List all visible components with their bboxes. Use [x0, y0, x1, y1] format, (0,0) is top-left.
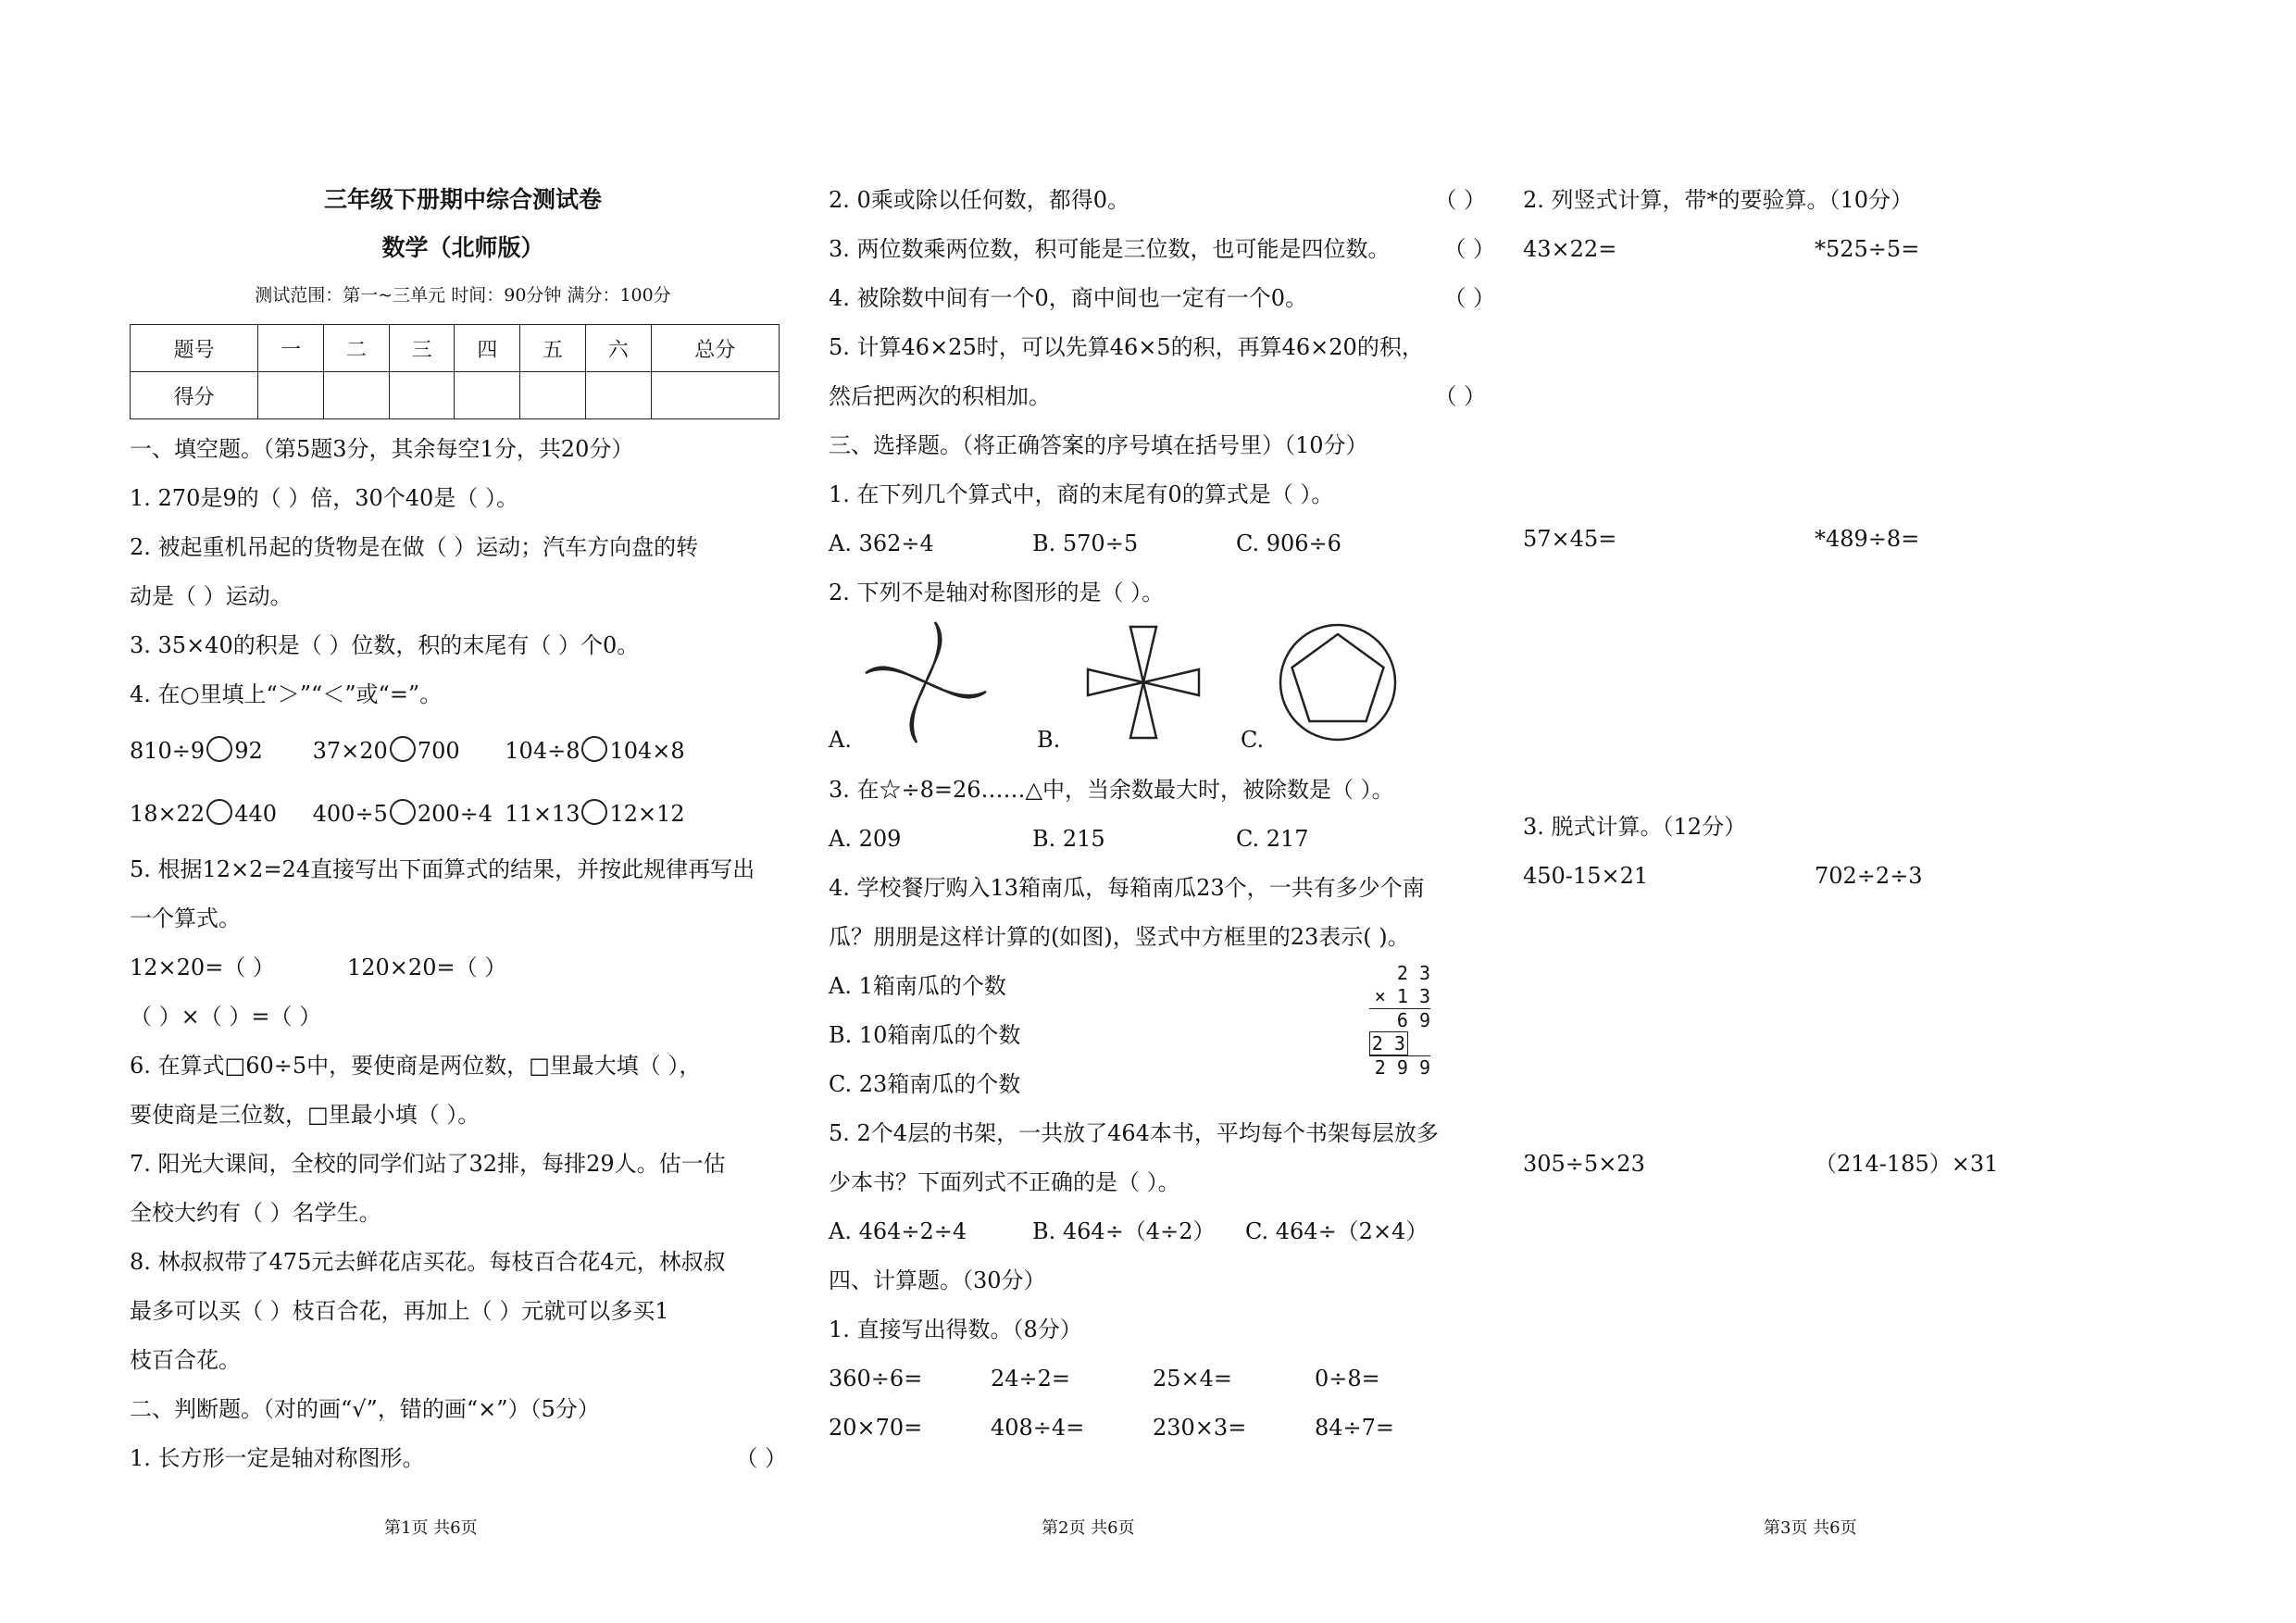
compare-circle-icon[interactable]	[581, 799, 607, 825]
options-block	[829, 962, 1495, 1109]
judge-text: 然后把两次的积相加。	[829, 383, 1051, 409]
formula-blank: 120×20=（ ）	[347, 955, 507, 980]
compare-left: 810÷9	[130, 738, 206, 764]
calc-row	[1523, 1140, 2282, 1189]
judge-text: 4. 被除数中间有一个0，商中间也一定有一个0。	[829, 285, 1308, 311]
compare-circle-icon[interactable]	[390, 736, 416, 762]
score-table-header-row	[131, 325, 780, 372]
compare-item	[130, 719, 306, 782]
judge-text: 3. 两位数乘两位数，积可能是三位数，也可能是四位数。	[829, 236, 1391, 262]
score-blank-cell[interactable]	[585, 372, 651, 419]
answer-paren[interactable]: （ ）	[1443, 236, 1495, 262]
calc-item: 57×45=	[1523, 526, 1617, 552]
score-cell: 三	[389, 325, 455, 372]
calc-row	[829, 1404, 1495, 1453]
calc-item: 24÷2=	[991, 1366, 1071, 1392]
question-text: 2. 列竖式计算，带*的要验算。（10分）	[1523, 187, 1914, 213]
exam-meta: 测试范围：第一~三单元 时间：90分钟 满分：100分	[255, 285, 671, 306]
compare-item	[313, 782, 498, 845]
question-text: 7. 阳光大课间，全校的同学们站了32排，每排29人。估一估	[130, 1151, 726, 1177]
score-cell: 五	[520, 325, 586, 372]
question-text	[130, 1434, 796, 1483]
option-a[interactable]: A. 362÷4	[829, 531, 934, 556]
question-text: 要使商是三位数，□里最小填（ ）。	[130, 1102, 480, 1128]
calc-item: 43×22=	[1523, 236, 1617, 262]
question-text: 1. 直接写出得数。（8分）	[829, 1317, 1082, 1342]
section-heading: 一、填空题。（第5题3分，其余每空1分，共20分）	[130, 436, 634, 462]
score-blank-cell[interactable]	[258, 372, 324, 419]
calc-item: *489÷8=	[1815, 526, 1920, 552]
compare-right: 104×8	[609, 738, 685, 764]
section-heading: 三、选择题。（将正确答案的序号填在括号里）（10分）	[829, 432, 1368, 458]
compare-right: 700	[417, 738, 460, 764]
question-text: 一个算式。	[130, 905, 241, 931]
question-text	[829, 225, 1495, 274]
boxed-partial-product: 2 3	[1369, 1031, 1408, 1055]
score-blank-cell[interactable]	[389, 372, 455, 419]
column-3	[1523, 176, 2282, 1189]
question-text	[130, 943, 796, 993]
question-text: 3. 在☆÷8=26……△中，当余数最大时，被除数是（ ）。	[829, 777, 1394, 803]
score-blank-cell[interactable]	[651, 372, 779, 419]
compare-row	[130, 782, 796, 845]
calc-row	[1523, 852, 2282, 901]
column-1	[130, 176, 796, 1483]
compare-circle-icon[interactable]	[206, 799, 232, 825]
question-text	[829, 274, 1495, 323]
pentagon-in-circle-figure[interactable]	[1273, 618, 1403, 747]
compare-row	[130, 719, 796, 782]
question-text: 4. 在○里填上“＞”“＜”或“=”。	[130, 681, 443, 707]
question-text: 少本书？下面列式不正确的是（ ）。	[829, 1169, 1180, 1195]
section-heading: 二、判断题。（对的画“√”，错的画“×”）（5分）	[130, 1396, 600, 1422]
calc-item: 305÷5×23	[1523, 1151, 1645, 1177]
compare-circle-icon[interactable]	[581, 736, 607, 762]
option-c[interactable]: C. 217	[1236, 826, 1309, 852]
page-footer: 第1页 共6页	[384, 1518, 478, 1538]
figures-row	[829, 618, 1495, 766]
score-table	[130, 324, 780, 419]
compare-right: 92	[234, 738, 263, 764]
question-text: 最多可以买（ ）枝百合花，再加上（ ）元就可以多买1	[130, 1298, 669, 1324]
exam-subtitle: 数学（北师版）	[381, 234, 544, 261]
answer-paren[interactable]: （ ）	[1443, 285, 1495, 311]
score-cell: 总分	[651, 325, 779, 372]
calc-item: *525÷5=	[1815, 236, 1920, 262]
compare-left: 400÷5	[312, 801, 388, 827]
question-text: 2. 被起重机吊起的货物是在做（ ）运动；汽车方向盘的转	[130, 534, 699, 560]
question-text: （ ）×（ ）=（ ）	[130, 1004, 322, 1030]
score-cell: 四	[455, 325, 520, 372]
option-c[interactable]: C.	[1241, 727, 1265, 753]
score-cell: 一	[258, 325, 324, 372]
calc-line: 2 9 9	[1369, 1055, 1430, 1080]
option-c[interactable]: C. 464÷（2×4）	[1245, 1218, 1429, 1244]
option-c[interactable]: C. 23箱南瓜的个数	[829, 1071, 1021, 1097]
compare-circle-icon[interactable]	[390, 799, 416, 825]
calc-item: 230×3=	[1153, 1415, 1247, 1441]
option-b[interactable]: B. 570÷5	[1032, 531, 1139, 556]
option-a[interactable]: A. 464÷2÷4	[829, 1218, 967, 1244]
question-text: 5. 计算46×25时，可以先算46×5的积，再算46×20的积，	[829, 334, 1424, 360]
option-b[interactable]: B. 464÷（4÷2）	[1032, 1218, 1216, 1244]
calc-row	[1523, 515, 2282, 564]
compare-circle-icon[interactable]	[206, 736, 232, 762]
options-row	[829, 519, 1495, 568]
score-cell: 得分	[131, 372, 258, 419]
calc-line: 2 3	[1396, 962, 1430, 984]
page-footer: 第3页 共6页	[1764, 1518, 1857, 1538]
option-a[interactable]: A.	[829, 727, 852, 753]
vertical-multiplication	[1369, 962, 1430, 1080]
option-b[interactable]: B.	[1037, 727, 1061, 753]
calc-item: 0÷8=	[1315, 1366, 1380, 1392]
section-heading: 四、计算题。（30分）	[829, 1267, 1046, 1293]
judge-text: 1. 长方形一定是轴对称图形。	[130, 1445, 425, 1471]
question-text: 8. 林叔叔带了475元去鲜花店买花。每枝百合花4元，林叔叔	[130, 1249, 726, 1275]
score-cell: 二	[324, 325, 390, 372]
score-table-score-row	[131, 372, 780, 419]
option-a[interactable]: A. 209	[829, 826, 902, 852]
column-2	[829, 176, 1495, 1453]
question-text: 6. 在算式□60÷5中，要使商是两位数，□里最大填（ ），	[130, 1053, 702, 1079]
calc-item: 408÷4=	[991, 1415, 1085, 1441]
calc-line: × 1 3	[1374, 985, 1430, 1007]
option-c[interactable]: C. 906÷6	[1236, 531, 1341, 556]
options-row	[829, 815, 1495, 864]
calc-item: （214-185）×31	[1815, 1151, 1999, 1177]
calc-item: 20×70=	[829, 1415, 923, 1441]
calc-item: 450-15×21	[1523, 863, 1649, 889]
question-text: 3. 脱式计算。（12分）	[1523, 814, 1747, 840]
exam-title: 三年级下册期中综合测试卷	[323, 186, 602, 213]
question-text: 5. 根据12×2=24直接写出下面算式的结果，并按此规律再写出	[130, 856, 755, 882]
formula-blank: 12×20=（ ）	[130, 955, 275, 980]
question-text: 1. 在下列几个算式中，商的末尾有0的算式是（ ）。	[829, 481, 1334, 507]
compare-item	[313, 719, 498, 782]
options-row	[829, 1207, 1495, 1256]
question-text: 枝百合花。	[130, 1347, 241, 1373]
compare-right: 440	[234, 801, 277, 827]
judge-text: 2. 0乘或除以任何数，都得0。	[829, 187, 1130, 213]
compare-item	[130, 782, 306, 845]
compare-left: 18×22	[130, 801, 206, 827]
question-text: 瓜？朋朋是这样计算的(如图)，竖式中方框里的23表示( )。	[829, 924, 1410, 950]
score-blank-cell[interactable]	[324, 372, 390, 419]
question-text: 1. 270是9的（ ）倍，30个40是（ ）。	[130, 485, 518, 511]
answer-paren[interactable]: （ ）	[1434, 383, 1486, 409]
question-text: 3. 35×40的积是（ ）位数，积的末尾有（ ）个0。	[130, 632, 640, 658]
score-blank-cell[interactable]	[520, 372, 586, 419]
calc-row	[829, 1355, 1495, 1404]
question-text: 全校大约有（ ）名学生。	[130, 1200, 381, 1226]
calc-item: 25×4=	[1153, 1366, 1233, 1392]
calc-line: 6 9	[1369, 1008, 1430, 1032]
pinwheel-figure[interactable]	[861, 618, 991, 747]
question-text	[829, 176, 1495, 225]
question-text: 5. 2个4层的书架，一共放了464本书，平均每个书架每层放多	[829, 1120, 1439, 1146]
compare-item	[505, 719, 684, 782]
compare-right: 200÷4	[417, 801, 493, 827]
compare-item	[505, 782, 684, 845]
answer-paren[interactable]: （ ）	[1434, 187, 1486, 213]
score-cell: 题号	[131, 325, 258, 372]
question-text	[829, 372, 1495, 421]
compare-left: 11×13	[505, 801, 580, 827]
option-a[interactable]: A. 1箱南瓜的个数	[829, 973, 1006, 999]
calc-item: 702÷2÷3	[1815, 863, 1923, 889]
page-footer: 第2页 共6页	[1042, 1518, 1135, 1538]
question-text: 4. 学校餐厅购入13箱南瓜，每箱南瓜23个，一共有多少个南	[829, 875, 1425, 901]
calc-item: 84÷7=	[1315, 1415, 1395, 1441]
score-cell: 六	[585, 325, 651, 372]
cross-figure[interactable]	[1079, 618, 1208, 747]
option-b[interactable]: B. 10箱南瓜的个数	[829, 1022, 1021, 1048]
option-b[interactable]: B. 215	[1032, 826, 1105, 852]
compare-left: 104÷8	[505, 738, 580, 764]
question-text: 动是（ ）运动。	[130, 583, 293, 609]
question-text: 2. 下列不是轴对称图形的是（ ）。	[829, 580, 1165, 606]
calc-row	[1523, 225, 2282, 274]
answer-paren[interactable]: （ ）	[735, 1445, 787, 1471]
calc-item: 360÷6=	[829, 1366, 923, 1392]
score-blank-cell[interactable]	[455, 372, 520, 419]
compare-right: 12×12	[609, 801, 685, 827]
compare-left: 37×20	[312, 738, 388, 764]
